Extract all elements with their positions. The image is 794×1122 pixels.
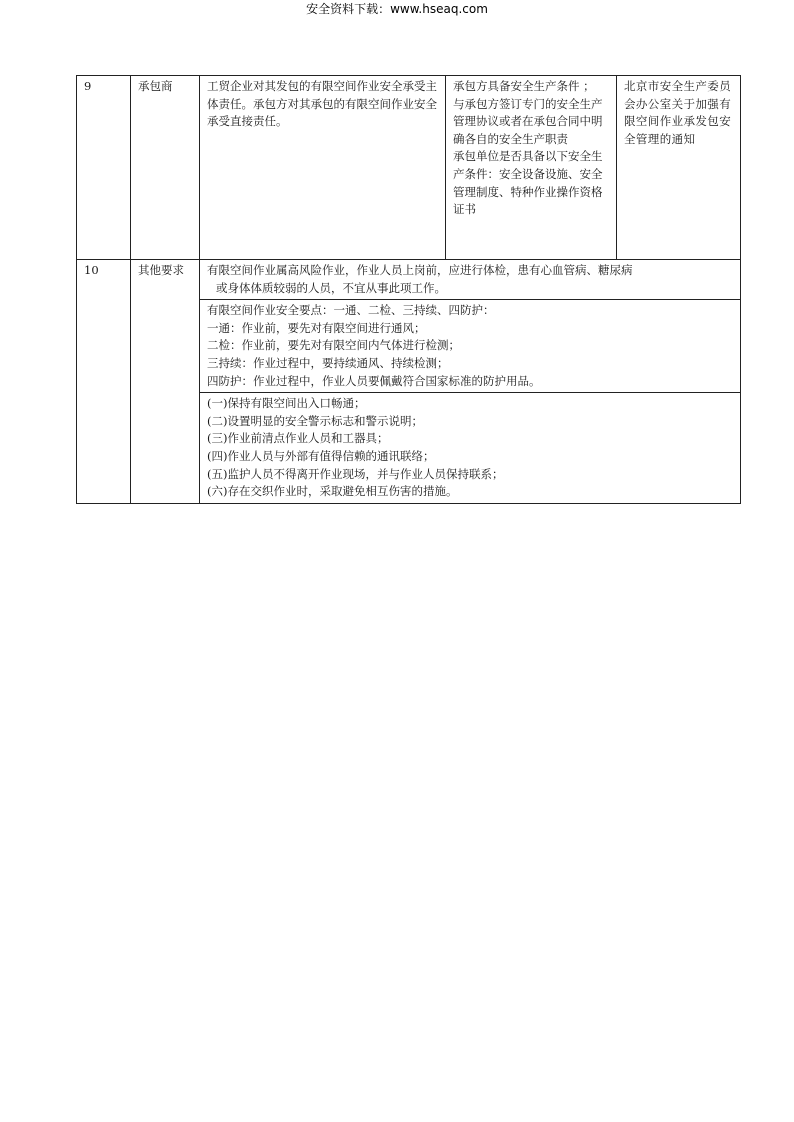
health-line: 或身体体质较弱的人员，不宜从事此项工作。 xyxy=(216,280,446,295)
measure-line: (四)作业人员与外部有值得信赖的通讯联络； xyxy=(207,448,435,463)
measure-line: (一)保持有限空间出入口畅通； xyxy=(207,396,366,411)
key-point-line: 一通：作业前，要先对有限空间进行通风； xyxy=(207,320,426,335)
key-point-line: 三持续：作业过程中，要持续通风、持续检测； xyxy=(207,355,449,370)
table-row-10 xyxy=(77,260,741,300)
measure-line: (五)监护人员不得离开作业现场，并与作业人员保持联系； xyxy=(207,466,504,481)
conditions-cell xyxy=(446,76,617,260)
measure-line: (二)设置明显的安全警示标志和警示说明； xyxy=(207,413,423,428)
table-row-9 xyxy=(77,76,741,260)
row-number: 10 xyxy=(77,260,131,504)
requirement-text: 工贸企业对其发包的有限空间作业安全承受主体责任。承包方对其承包的有限空间作业安全承受直接责任。 xyxy=(200,76,446,260)
row-number: 9 xyxy=(77,76,131,260)
condition-line: 与承包方签订专门的安全生产管理协议或者在承包合同中明确各自的安全生产职责 xyxy=(453,96,603,146)
item-name: 承包商 xyxy=(131,76,200,260)
measures-cell xyxy=(200,393,741,504)
measure-line: (六)存在交织作业时，采取避免相互伤害的措施。 xyxy=(207,484,458,499)
site-download-header: 安全资料下载：www.hseaq.com xyxy=(306,2,488,16)
condition-line: 承包单位是否具备以下安全生产条件：安全设备设施、安全管理制度、特种作业操作资格证书 xyxy=(453,149,603,217)
basis-document: 北京市安全生产委员会办公室关于加强有限空间作业承发包安全管理的通知 xyxy=(617,76,741,260)
key-point-line: 有限空间作业安全要点：一通、二检、三持续、四防护： xyxy=(207,303,495,318)
key-point-line: 四防护：作业过程中，作业人员要佩戴符合国家标准的防护用品。 xyxy=(207,373,541,388)
item-name: 其他要求 xyxy=(131,260,200,504)
health-check-text xyxy=(200,260,741,300)
key-point-line: 二检：作业前，要先对有限空间内气体进行检测； xyxy=(207,338,460,353)
condition-line: 承包方具备安全生产条件 ； xyxy=(453,79,595,93)
requirements-table xyxy=(76,75,741,504)
key-points-cell xyxy=(200,300,741,393)
measure-line: (三)作业前清点作业人员和工器具； xyxy=(207,431,389,446)
health-line: 有限空间作业属高风险作业，作业人员上岗前，应进行体检，患有心血管病、糖尿病 xyxy=(207,263,633,277)
